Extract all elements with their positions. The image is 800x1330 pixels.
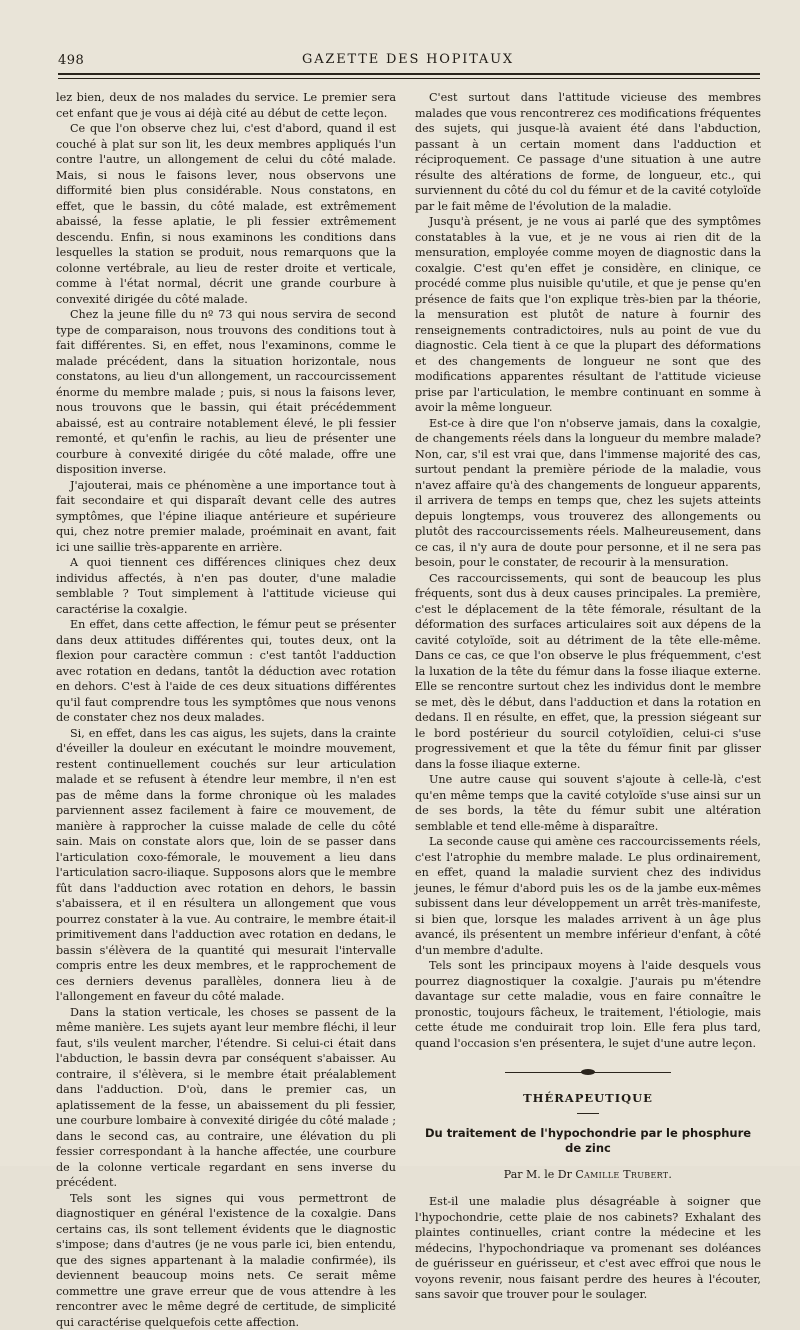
page-number: 498 <box>58 53 84 68</box>
article-title: Du traitement de l'hypochondrie par le phosphure de zinc <box>415 1126 761 1157</box>
paragraph: Est-ce à dire que l'on n'observe jamais, dans la coxalgie, de changements réels dans la longueur du membre malade? Non, car, s'il est vrai que, dans l'immense majorité des cas, surtout pendant la première période de la maladie, vous n'avez affaire qu'à des changements de longueur apparents, il arrivera de temps en temps que, chez les sujets atteints depuis longtemps, vous trouverez des allongements ou plutôt des raccourcissements réels. Malheureusement, dans ce cas, il n'y aura de doute pour personne, et il ne sera pas besoin, pour le constater, de recourir à la mensuration. <box>415 416 761 571</box>
paragraph: lez bien, deux de nos malades du service. Le premier sera cet enfant que je vous ai déjà cité au début de cette leçon. <box>56 90 396 121</box>
byline-prefix: Par M. le Dr <box>504 1168 572 1181</box>
paragraph: Une autre cause qui souvent s'ajoute à celle-là, c'est qu'en même temps que la cavité cotyloïde s'use ainsi sur un de ses bords, la tête du fémur subit une altération semblable et tend elle-même à disparaître. <box>415 772 761 834</box>
paragraph: Jusqu'à présent, je ne vous ai parlé que des symptômes constatables à la vue, et je ne vous ai rien dit de la mensuration, employée comme moyen de diagnostic dans la coxalgie. C'est qu'en effet je considère, en clinique, ce procédé comme plus nuisible qu'utile, et que je pense qu'en présence de faits que l'on explique très-bien par la théorie, la mensuration est plutôt de nature à fournir des renseignements contradictoires, nuls au point de vue du diagnostic. Cela tient à ce que la plupart des déformations et des changements de longueur ne sont que des modifications apparentes résultant de l'attitude vicieuse prise par l'articulation, le membre continuant en somme à avoir la même longueur. <box>415 214 761 416</box>
paragraph: C'est surtout dans l'attitude vicieuse des membres malades que vous rencontrerez ces modifications fréquentes des sujets, qui jusque-là avaient été dans l'abduction, passant à un certain moment dans l'adduction et réciproquement. Ce passage d'une situation à une autre résulte des altérations de forme, de longueur, etc., qui surviennent du côté du col du fémur et de la cavité cotyloïde par le fait même de l'évolution de la maladie. <box>415 90 761 214</box>
paragraph: Ce que l'on observe chez lui, c'est d'abord, quand il est couché à plat sur son lit, les deux membres appliqués l'un contre l'autre, un allongement de celui du côté malade. Mais, si nous le faisons lever, nous observons une difformité bien plus considérable. Nous constatons, en effet, que le bassin, du côté malade, est extrêmement abaissé, la fesse aplatie, le pli fessier extrêmement descendu. Enfin, si nous examinons les conditions dans lesquelles la station se produit, nous remarquons que la colonne vertébrale, au lieu de rester droite et verticale, comme à l'état normal, décrit une grande courbure à convexité dirigée du côté malade. <box>56 121 396 307</box>
divider-ornament <box>581 1069 595 1075</box>
heading-rule <box>577 1113 599 1114</box>
paragraph: Dans la station verticale, les choses se passent de la même manière. Les sujets ayant leur membre fléchi, il leur faut, s'ils veulent marcher, l'étendre. Si celui-ci était dans l'abduction, le bassin devra par conséquent s'abaisser. Au contraire, il s'élèvera, si le membre était préalablement dans l'adduction. D'où, dans le premier cas, un aplatissement de la fesse, un abaissement du pli fessier, une courbure lombaire à convexité dirigée du côté malade ; dans le second cas, au contraire, une élévation du pli fessier correspondant à la hanche affectée, une courbure de la colonne verticale regardant en sens inverse du précédent. <box>56 1005 396 1191</box>
paragraph: Si, en effet, dans les cas aigus, les sujets, dans la crainte d'éveiller la douleur en exécutant le moindre mouvement, restent continuellement couchés sur leur articulation malade et se refusent à étendre leur membre, il n'en est pas de même dans la forme chronique où les malades parviennent assez facilement à faire ce mouvement, de manière à rapprocher la cuisse malade de celle du côté sain. Mais on constate alors que, loin de se passer dans l'articulation coxo-fémorale, le mouvement a lieu dans l'articulation sacro-iliaque. Supposons alors que le membre fût dans l'adduction avec rotation en dehors, le bassin s'abaissera, et il en résultera un allongement que vous pourrez constater à la vue. Au contraire, le membre était-il primitivement dans l'adduction avec rotation en dedans, le bassin s'élèvera de la quantité qui mesurait l'intervalle compris entre les deux membres, et le rapprochement de ces derniers devenus parallèles, donnera lieu à de l'allongement en faveur du côté malade. <box>56 726 396 1005</box>
paragraph: A quoi tiennent ces différences cliniques chez deux individus affectés, à n'en pas douter, d'une maladie semblable ? Tout simplement à l'attitude vicieuse qui caractérise la coxalgie. <box>56 555 396 617</box>
page-header <box>58 50 758 70</box>
section-divider <box>415 1069 761 1075</box>
running-title: GAZETTE DES HOPITAUX <box>58 52 758 67</box>
paragraph: Tels sont les principaux moyens à l'aide desquels vous pourrez diagnostiquer la coxalgie. J'aurais pu m'étendre davantage sur cette maladie, vous en faire connaître le pronostic, toujours fâcheux, le traitement, l'étiologie, mais cette étude me conduirait trop loin. Elle fera plus tard, quand l'occasion s'en présentera, le sujet d'une autre leçon. <box>415 958 761 1051</box>
left-column <box>56 90 396 1330</box>
paragraph: En effet, dans cette affection, le fémur peut se présenter dans deux attitudes différentes qui, toutes deux, ont la flexion pour caractère commun : c'est tantôt l'adduction avec rotation en dedans, tantôt la déduction avec rotation en dehors. C'est à l'aide de ces deux situations différentes qu'il faut comprendre tous les symptômes que nous venons de constater chez nos deux malades. <box>56 617 396 726</box>
article-byline <box>415 1167 761 1183</box>
header-rule-bottom <box>58 78 760 79</box>
paragraph: Tels sont les signes qui vous permettront de diagnostiquer en général l'existence de la coxalgie. Dans certains cas, ils sont tellement évidents que le diagnostic s'impose; dans d'autres (je ne vous parle ici, bien entendu, que des signes appartenant à la maladie confirmée), ils deviennent beaucoup moins nets. Ce serait même commettre une grave erreur que de vous attendre à les rencontrer avec le même degré de certitude, de simplicité qui caractérise quelquefois cette affection. <box>56 1191 396 1330</box>
paragraph: Ces raccourcissements, qui sont de beaucoup les plus fréquents, sont dus à deux causes principales. La première, c'est le déplacement de la tête fémorale, résultant de la déformation des surfaces articulaires soit aux dépens de la cavité cotyloïde, soit au détriment de la tête elle-même. Dans ce cas, ce que l'on observe le plus fréquemment, c'est la luxation de la tête du fémur dans la fosse iliaque externe. Elle se rencontre surtout chez les individus dont le membre se met, dès le début, dans l'adduction et dans la rotation en dedans. Il en résulte, en effet, que, la pression siégeant sur le bord postérieur du sourcil cotyloïdien, celui-ci s'use progressivement et que la tête du fémur finit par glisser dans la fosse iliaque externe. <box>415 571 761 773</box>
header-rule-top <box>58 73 760 75</box>
right-column <box>415 90 761 1303</box>
paragraph: La seconde cause qui amène ces raccourcissements réels, c'est l'atrophie du membre malade. Le plus ordinairement, en effet, quand la maladie survient chez des individus jeunes, le fémur d'abord puis les os de la jambe eux-mêmes subissent dans leur développement un arrêt très-manifeste, si bien que, lorsque les malades arrivent à un âge plus avancé, ils présentent un membre inférieur d'enfant, à côté d'un membre d'adulte. <box>415 834 761 958</box>
byline-author: Camille Trubert. <box>575 1168 672 1181</box>
paragraph: Chez la jeune fille du nº 73 qui nous servira de second type de comparaison, nous trouvons des conditions tout à fait différentes. Si, en effet, nous l'examinons, comme le malade précédent, dans la situation horizontale, nous constatons, au lieu d'un allongement, un raccourcissement énorme du membre malade ; puis, si nous la faisons lever, nous trouvons que le bassin, qui était précédemment abaissé, est au contraire notablement élevé, le pli fessier remonté, et qu'enfin le rachis, au lieu de présenter une courbure à convexité dirigée du côté malade, offre une disposition inverse. <box>56 307 396 478</box>
section-heading: THÉRAPEUTIQUE <box>415 1091 761 1107</box>
paragraph: J'ajouterai, mais ce phénomène a une importance tout à fait secondaire et qui disparaît devant celle des autres symptômes, que l'épine iliaque antérieure et supérieure qui, chez notre premier malade, proéminait en avant, fait ici une saillie très-apparente en arrière. <box>56 478 396 556</box>
paragraph: Est-il une maladie plus désagréable à soigner que l'hypochondrie, cette plaie de nos cabinets? Exhalant des plaintes continuelles, criant contre la médecine et les médecins, l'hypochondriaque va promenant ses doléances de guérisseur en guérisseur, et c'est avec effroi que nous le voyons revenir, nous faisant perdre des heures à l'écouter, sans savoir que trouver pour le soulager. <box>415 1194 761 1303</box>
